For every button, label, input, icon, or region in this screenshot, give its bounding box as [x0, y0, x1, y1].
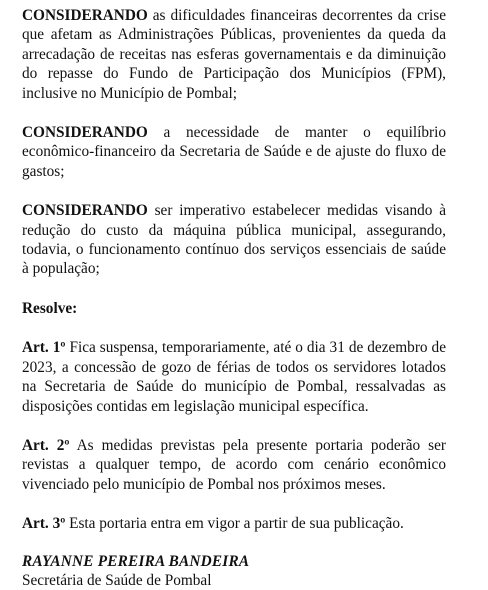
article-text: Fica suspensa, temporariamente, até o dia 31 de dezembro de 2023, a concessão de gozo de férias de todos os servidores lotados na Secretaria de Saúde do município de Pombal, ressalvadas as disposições contidas em legislação municipal específica. — [22, 339, 446, 415]
article-paragraph — [22, 436, 446, 494]
article-label: Art. 2º — [22, 436, 70, 454]
article-text: Esta portaria entra em vigor a partir de sua publicação. — [65, 515, 404, 533]
article-text: As medidas previstas pela presente portaria poderão ser revistas a qualquer tempo, de acordo com cenário econômico vivenciado pelo município de Pombal nos próximos meses. — [22, 436, 446, 493]
consideration-text: a necessidade de manter o equilíbrio econômico-financeiro da Secretaria de Saúde e de ajuste do fluxo de gastos; — [22, 124, 446, 180]
article-paragraph — [22, 514, 446, 533]
resolve-heading: Resolve: — [22, 299, 78, 317]
consideration-keyword: CONSIDERANDO — [22, 124, 148, 142]
article-label: Art. 3º — [22, 515, 66, 533]
consideration-paragraph — [22, 123, 446, 181]
consideration-keyword: CONSIDERANDO — [22, 202, 148, 220]
document-body — [22, 6, 446, 590]
consideration-paragraph — [22, 201, 446, 279]
consideration-paragraph — [22, 6, 446, 103]
article-label: Art. 1º — [22, 339, 66, 357]
consideration-text: as dificuldades financeiras decorrentes da crise que afetam as Administrações Públicas, provenientes da queda da arrecadação de receitas nas esferas governamentais e da diminuição do repasse do Fundo de Participação dos Municípios (FPM), inclusive no Município de Pombal; — [22, 7, 446, 102]
article-paragraph — [22, 338, 446, 416]
consideration-keyword: CONSIDERANDO — [22, 7, 148, 24]
consideration-text: ser imperativo estabelecer medidas visando à redução do custo da máquina pública municipal, assegurando, todavia, o funcionamento contínuo dos serviços essenciais de saúde à população; — [22, 202, 446, 278]
signature-name: RAYANNE PEREIRA BANDEIRA — [22, 552, 250, 570]
signature-role: Secretária de Saúde de Pombal — [22, 571, 212, 589]
